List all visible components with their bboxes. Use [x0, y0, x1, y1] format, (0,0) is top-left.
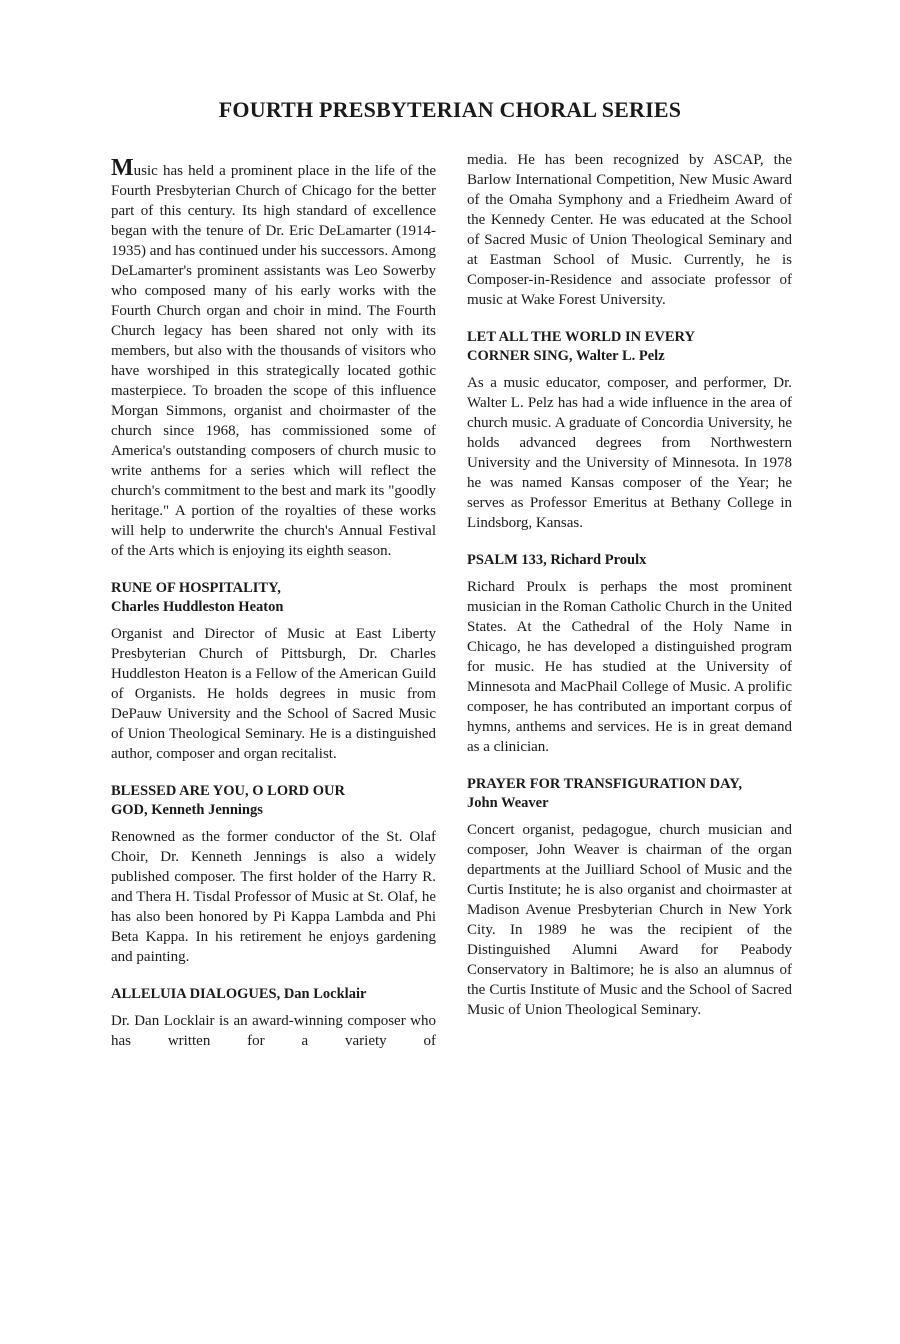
heading-line: Charles Huddleston Heaton — [111, 599, 284, 615]
section-body-heaton: Organist and Director of Music at East Liberty Presbyterian Church of Pittsburgh, Dr. Charles Huddleston Heaton is a Fellow of the American Guild of Organists. He holds degrees in music from DePauw University and the School of Sacred Music of Union Theological Seminary. He is a distinguished author, composer and organ recitalist. — [111, 626, 436, 762]
intro-text: usic has held a prominent place in the life of the Fourth Presbyterian Church of Chicago for the better part of this century. Its high standard of excellence began with the tenure of Dr. Eric DeLamarter (1914-1935) and has continued under his successors. Among DeLamarter's prominent assistants was Leo Sowerby who composed many of his early works with the Fourth Church organ and choir in mind. The Fourth Church legacy has been shared not only with its members, but also with the thousands of visitors who have worshiped in this strategically located gothic masterpiece. To broaden the scope of this influence Morgan Simmons, organist and choirmaster of the church since 1968, has commissioned some of America's outstanding composers of church music to write anthems for a series which will reflect the church's commitment to the best and mark its "goodly heritage." A portion of the royalties of these works will help to underwrite the church's Annual Festival of the Arts which is enjoying its eighth season. — [111, 163, 436, 559]
heading-line: PRAYER FOR TRANSFIGURATION DAY, — [467, 776, 743, 792]
heading-line: RUNE OF HOSPITALITY, — [111, 580, 281, 596]
section-heading-weaver — [467, 775, 792, 813]
section-body-jennings: Renowned as the former conductor of the St. Olaf Choir, Dr. Kenneth Jennings is also a widely published composer. The first holder of the Harry R. and Thera H. Tisdal Professor of Music at St. Olaf, he has also been honored by Pi Kappa Lambda and Phi Beta Kappa. In his retirement he enjoys gardening and painting. — [111, 829, 436, 965]
section-heading-proulx: PSALM 133, Richard Proulx — [467, 552, 647, 568]
section-heading-jennings — [111, 782, 436, 820]
drop-cap: M — [111, 155, 134, 181]
section-body-proulx: Richard Proulx is perhaps the most prominent musician in the Roman Catholic Church in the United States. At the Cathedral of the Holy Name in Chicago, he has developed a distinguished program for music. He has studied at the University of Minnesota and MacPhail College of Music. A prolific composer, he has contributed an important corpus of hymns, anthems and services. He is in great demand as a clinician. — [467, 579, 792, 755]
intro-paragraph — [111, 155, 436, 561]
section-heading-pelz — [467, 328, 792, 366]
section-body-pelz: As a music educator, composer, and performer, Dr. Walter L. Pelz has had a wide influence in the area of church music. A graduate of Concordia University, he holds advanced degrees from Northwestern University and the University of Minnesota. In 1978 he was named Kansas composer of the Year; he serves as Professor Emeritus at Bethany College in Lindsborg, Kansas. — [467, 375, 792, 531]
section-body-locklair-part1: Dr. Dan Locklair is an award-winning composer who has written for a variety of — [111, 1013, 436, 1049]
section-body-weaver: Concert organist, pedagogue, church musician and composer, John Weaver is chairman of the organ departments at the Juilliard School of Music and the Curtis Institute; he is also organist and choirmaster at Madison Avenue Presbyterian Church in New York City. In 1989 he was the recipient of the Distinguished Alumni Award for Peabody Conservatory in Baltimore; he is also an alumnus of the Curtis Institute of Music and the School of Sacred Music of Union Theological Seminary. — [467, 822, 792, 1018]
heading-line: LET ALL THE WORLD IN EVERY — [467, 329, 695, 345]
heading-line: CORNER SING, Walter L. Pelz — [467, 348, 665, 364]
page-title: FOURTH PRESBYTERIAN CHORAL SERIES — [218, 97, 682, 122]
left-column — [111, 150, 436, 1069]
heading-line: GOD, Kenneth Jennings — [111, 802, 263, 818]
heading-line: BLESSED ARE YOU, O LORD OUR — [111, 783, 345, 799]
section-body-locklair-part2: media. He has been recognized by ASCAP, the Barlow International Competition, New Music Award of the Omaha Symphony and a Friedheim Award of the Kennedy Center. He was educated at the School of Sacred Music of Union Theological Seminary and at Eastman School of Music. Currently, he is Composer-in-Residence and associate professor of music at Wake Forest University. — [467, 152, 792, 308]
heading-line: John Weaver — [467, 795, 549, 811]
section-heading-heaton — [111, 579, 436, 617]
right-column — [467, 150, 792, 1038]
section-heading-locklair: ALLELUIA DIALOGUES, Dan Locklair — [111, 986, 367, 1002]
